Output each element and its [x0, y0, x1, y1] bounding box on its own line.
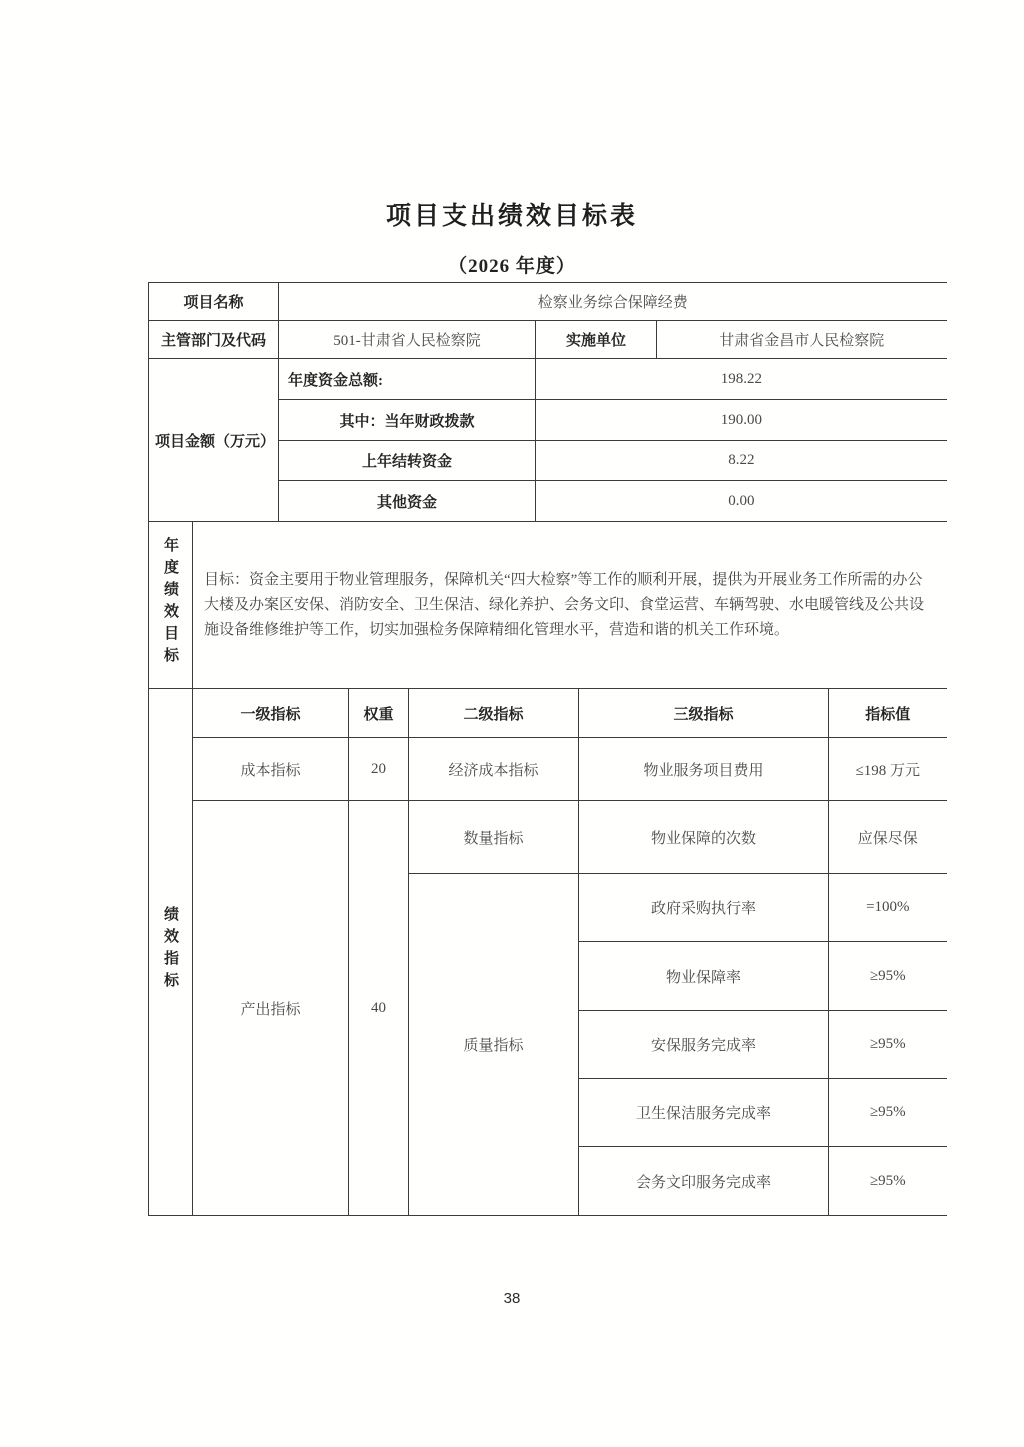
header-value: 指标值	[829, 689, 947, 738]
quantity-level2: 数量指标	[409, 801, 579, 874]
cost-level1: 成本指标	[193, 738, 349, 801]
dept-code-label: 主管部门及代码	[149, 321, 279, 359]
amount-carryover-value: 8.22	[536, 441, 947, 481]
project-name-value: 检察业务综合保障经费	[279, 283, 947, 321]
output-weight: 40	[349, 801, 409, 1216]
header-level3: 三级指标	[579, 689, 829, 738]
amount-fiscal-value: 190.00	[536, 400, 947, 441]
amount-total-value: 198.22	[536, 359, 947, 400]
impl-unit-value: 甘肃省金昌市人民检察院	[657, 321, 947, 359]
output-level1: 产出指标	[193, 801, 349, 1216]
page-number: 38	[503, 1290, 521, 1307]
quality-row-value: ≥95%	[829, 1011, 947, 1079]
table-row	[149, 689, 947, 738]
project-name-label: 项目名称	[149, 283, 279, 321]
quality-row-level3: 物业保障率	[579, 942, 829, 1011]
quantity-level3: 物业保障的次数	[579, 801, 829, 874]
table-row	[149, 283, 947, 321]
indicators-section-cell	[149, 689, 193, 1216]
header-level2: 二级指标	[409, 689, 579, 738]
quality-row-level3: 政府采购执行率	[579, 874, 829, 942]
cost-value: ≤198 万元	[829, 738, 947, 801]
quality-row-value: ≥95%	[829, 1079, 947, 1147]
amount-section-label: 项目金额（万元）	[149, 359, 279, 522]
amount-carryover-label: 上年结转资金	[279, 441, 536, 481]
quality-row-level3: 安保服务完成率	[579, 1011, 829, 1079]
page-subtitle: （2026 年度）	[448, 256, 576, 277]
header-weight: 权重	[349, 689, 409, 738]
cost-level2: 经济成本指标	[409, 738, 579, 801]
quality-row-value: ≥95%	[829, 1147, 947, 1216]
cost-level3: 物业服务项目费用	[579, 738, 829, 801]
quality-row-level3: 卫生保洁服务完成率	[579, 1079, 829, 1147]
header-level1: 一级指标	[193, 689, 349, 738]
quantity-value: 应保尽保	[829, 801, 947, 874]
annual-goal-text: 目标：资金主要用于物业管理服务，保障机关“四大检察”等工作的顺利开展，提供为开展业务工作所需的办公大楼及办案区安保、消防安全、卫生保洁、绿化养护、会务文印、食堂运营、车辆驾驶、水电暖管线及公共设施设备维修维护等工作，切实加强检务保障精细化管理水平，营造和谐的机关工作环境。	[193, 522, 947, 689]
performance-targets-table	[148, 282, 947, 1216]
amount-total-label: 年度资金总额:	[279, 359, 536, 400]
cost-weight: 20	[349, 738, 409, 801]
quality-level2: 质量指标	[409, 874, 579, 1216]
amount-fiscal-label: 其中：当年财政拨款	[279, 400, 536, 441]
impl-unit-label: 实施单位	[536, 321, 657, 359]
dept-code-value: 501-甘肃省人民检察院	[279, 321, 536, 359]
table-row	[149, 801, 947, 874]
annual-goal-section-label: 年度绩效目标	[162, 536, 178, 669]
amount-other-label: 其他资金	[279, 481, 536, 522]
quality-row-value: ≥95%	[829, 942, 947, 1011]
page-title: 项目支出绩效目标表	[385, 203, 638, 230]
indicators-section-label: 绩效指标	[162, 905, 178, 994]
quality-row-level3: 会务文印服务完成率	[579, 1147, 829, 1216]
amount-other-value: 0.00	[536, 481, 947, 522]
quality-row-value: =100%	[829, 874, 947, 942]
table-row	[149, 522, 947, 689]
table-row	[149, 359, 947, 400]
table-row	[149, 321, 947, 359]
table-row	[149, 738, 947, 801]
annual-goal-section-cell	[149, 522, 193, 689]
